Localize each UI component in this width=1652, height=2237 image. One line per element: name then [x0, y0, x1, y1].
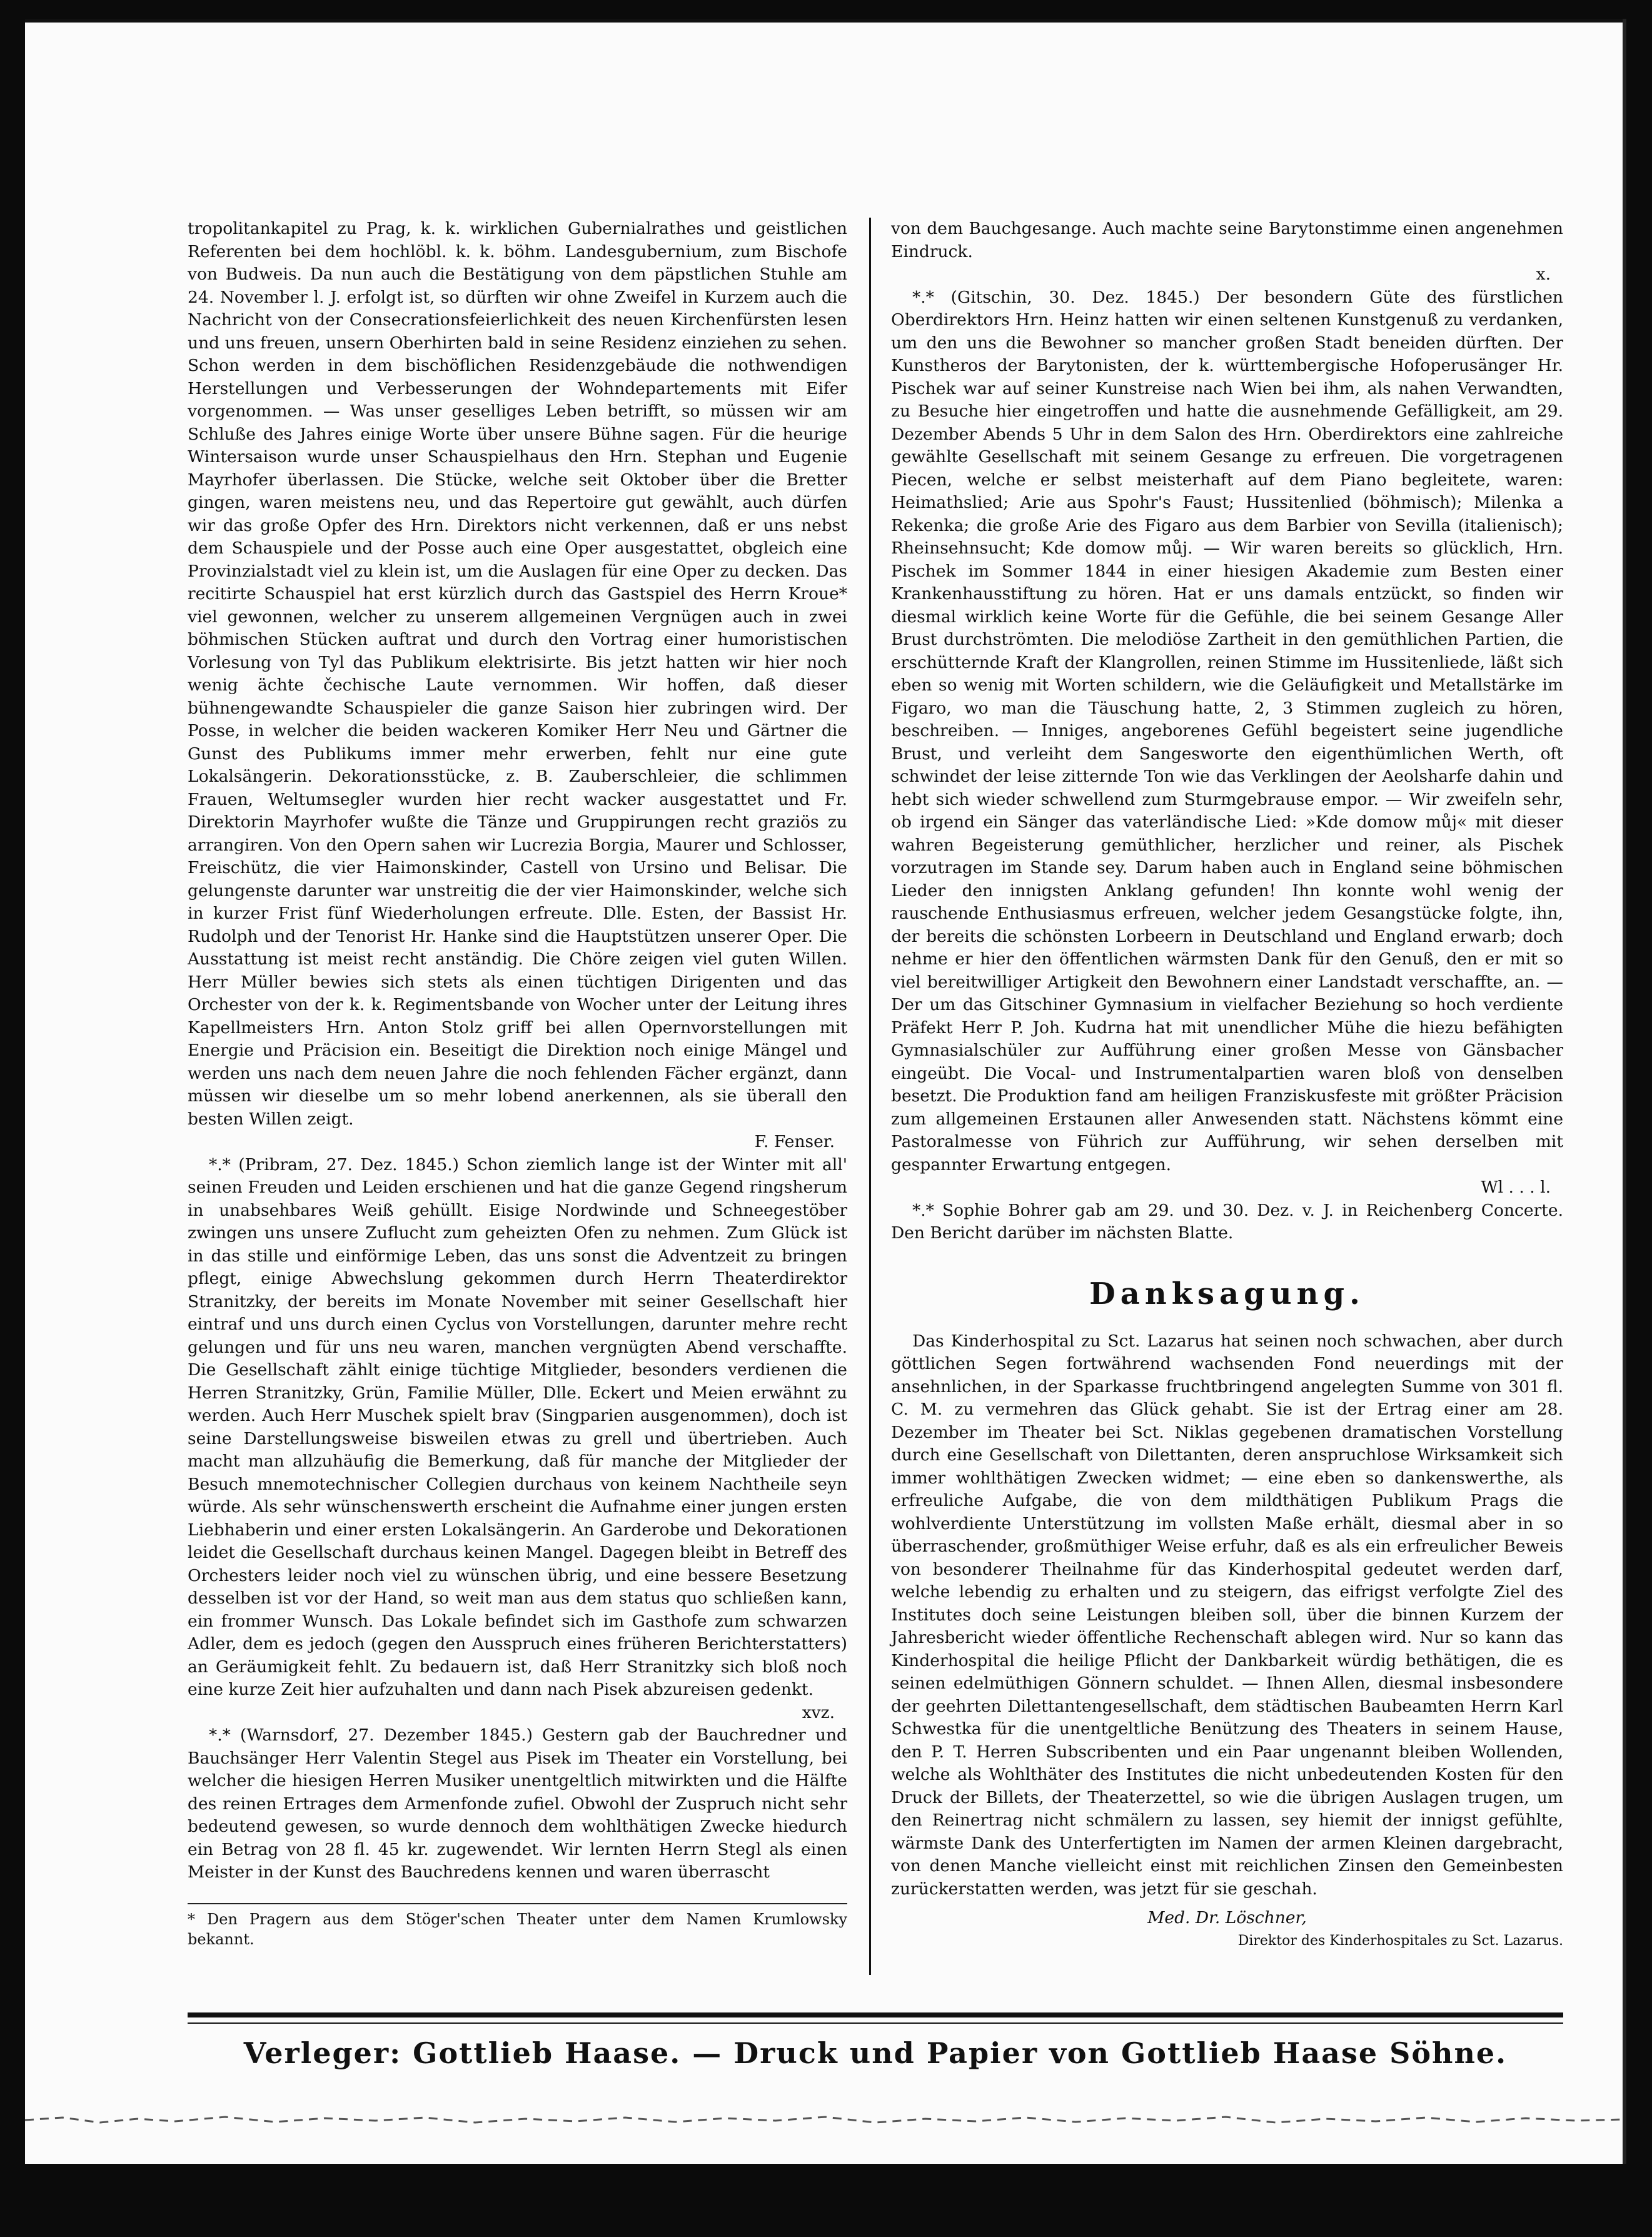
signature-wl: Wl . . . l.: [1481, 1178, 1551, 1197]
footnote: * Den Pragern aus dem Stöger'schen Theater unter dem Namen Krumlowsky bekannt.: [188, 1903, 847, 1949]
section-heading: Danksagung.: [1089, 1276, 1365, 1311]
torn-edge-line: [25, 2095, 1623, 2145]
left-column: [188, 218, 847, 1949]
newspaper-page: [25, 19, 1626, 2164]
thanks-signature-name: Med. Dr. Löschner,: [1147, 1908, 1307, 1927]
article-gitschin: *.* (Gitschin, 30. Dez. 1845.) Der besondern Güte des fürstlichen Oberdirektors Hrn. Heinz hatten wir einen seltenen Kunstgenuß zu verdanken, um den uns die Bewohner so mancher großen Stadt beneiden dürften. Der Kunstheros der Barytonisten, der k. württembergische Hofoperusänger Hr. Pischek war auf seiner Kunstreise nach Wien bei ihm, als nahen Verwandten, zu Besuche hier eingetroffen und hatte die ausnehmende Gefälligkeit, am 29. Dezember Abends 5 Uhr in dem Salon des Hrn. Oberdirektors eine zahlreiche gewählte Gesellschaft mit seinem Gesange zu erfreuen. Die vorgetragenen Piecen, welche er selbst meisterhaft auf dem Piano begleitete, waren: Heimathslied; Arie aus Spohr's Faust; Hussitenlied (böhmisch); Milenka a Rekenka; die große Arie des Figaro aus dem Barbier von Sevilla (italienisch); Rheinsehnsucht; Kde domow můj. — Wir waren bereits so glücklich, Hrn. Pischek im Sommer 1844 in einer hiesigen Akademie zum Besten einer Krankenhausstiftung zu hören. Hat er uns damals entzückt, so finden wir diesmal wirklich keine Worte für die Gefühle, die bei seinem Gesange Aller Brust durchströmten. Die melodiöse Zartheit in den gemüthlichen Partien, die erschütternde Kraft der Klangrollen, reinen Stimme im Hussitenliede, läßt sich eben so wenig mit Worten schildern, wie die Geläufigkeit und Metallstärke im Figaro, wo man die Täuschung hatte, 2, 3 Stimmen zugleich zu hören, beschreiben. — Inniges, angeborenes Gefühl begeistert seine jugendliche Brust, und verleiht dem Sangesworte den eigenthümlichen Werth, oft schwindet der leise zitternde Ton wie das Verklingen der Aeolsharfe dahin und hebt sich wieder schwellend zum Sturmgebrause empor. — Wir zweifeln sehr, ob irgend ein Sänger das vaterländische Lied: »Kde domow můj« mit dieser wahren Begeisterung gemüthlicher, herzlicher und reiner, als Pischek vorzutragen im Stande sey. Darum haben auch in England seine böhmischen Lieder den innigsten Anklang gefunden! Ihn konnte wohl wenig der rauschende Enthusiasmus erfreuen, welcher jedem Gesangstücke folgte, ihn, der bereits die schönsten Lorbeern in Deutschland und England erwarb; doch nehme er hier den öffentlichen wärmsten Dank für den Genuß, den er mit so viel bereitwilliger Artigkeit den Bewohnern einer Landstadt verschaffte, an. — Der um das Gitschiner Gymnasium in vielfacher Beziehung so hoch verdiente Präfekt Herr P. Joh. Kudrna hat mit unendlicher Mühe die hiezu befähigten Gymnasialschüler zur Aufführung einer großen Messe von Gänsbacher eingeübt. Die Vocal- und Instrumentalpartien waren bloß von denselben besetzt. Die Produktion fand am heiligen Franziskusfeste mit größter Präcision zum allgemeinen Erstaunen aller Anwesenden statt. Nächstens kömmt eine Pastoralmesse von Führich zur Aufführung, wir sehen derselben mit gespannter Erwartung entgegen.: [891, 287, 1563, 1174]
article-warnsdorf: *.* (Warnsdorf, 27. Dezember 1845.) Gestern gab der Bauchredner und Bauchsänger Herr Valentin Stegel aus Pisek im Theater ein Vorstellung, bei welcher die hiesigen Herren Musiker unentgeltlich mitwirkten und die Hälfte des reinen Ertrages dem Armenfonde zufiel. Obwohl der Zuspruch nicht sehr bedeutend gewesen, so wurde dennoch dem wohlthätigen Zwecke hiedurch ein Betrag von 28 fl. 45 kr. zugewendet. Wir lernten Herrn Stegl als einen Meister in der Kunst des Bauchredens kennen und waren überrascht: [188, 1725, 847, 1882]
publisher-imprint: Verleger: Gottlieb Haase. — Druck und Papier von Gottlieb Haase Söhne.: [243, 2036, 1508, 2070]
column-divider: [869, 218, 871, 1975]
signature-fenser: F. Fenser.: [754, 1132, 835, 1151]
article-continuation: von dem Bauchgesange. Auch machte seine Barytonstimme einen angenehmen Eindruck.: [891, 219, 1563, 261]
scan-border-top: [25, 19, 1623, 23]
signature-xvz: xvz.: [802, 1702, 835, 1722]
signature-x: x.: [1536, 265, 1551, 284]
thanks-paragraph: Das Kinderhospital zu Sct. Lazarus hat seinen noch schwachen, aber durch göttlichen Segen fortwährend wachsenden Fond neuerdings mit der ansehnlichen, in der Sparkasse fruchtbringend angelegten Summe von 301 fl. C. M. zu vermehren das Glück gehabt. Sie ist der Ertrag einer am 28. Dezember im Theater bei Sct. Niklas gegebenen dramatischen Vorstellung durch eine Gesellschaft von Dilettanten, deren anspruchlose Wirksamkeit sich immer wohlthätigen Zwecken widmet; — eine eben so dankenswerthe, als erfreuliche Aufgabe, die von dem mildthätigen Publikum Prags die wohlverdiente Unterstützung im vollsten Maße erhält, diesmal aber in so überraschender, großmüthiger Weise erfuhr, daß es als ein erfreulicher Beweis von besonderer Theilnahme für das Kinderhospital gedeutet werden darf, welche lebendig zu erhalten und zu steigern, das eifrigst verfolgte Ziel des Institutes doch seine Leistungen bleiben soll, über die binnen Kurzem der Jahresbericht wieder öffentliche Rechenschaft ablegen wird. Nur so kann das Kinderhospital die heilige Pflicht der Dankbarkeit würdig bethätigen, die es seinen edelmüthigen Gönnern schuldet. — Ihnen Allen, diesmal insbesondere der geehrten Dilettantengesellschaft, dem städtischen Baubeamten Herrn Karl Schwestka für die unentgeltliche Benützung des Theaters in seinem Hause, den P. T. Herren Subscribenten und ein Paar ungenannt bleiben Wollenden, welche als Wohlthäter des Institutes die nicht unbedeutenden Kosten für den Druck der Billets, der Theaterzettel, so wie die übrigen Auslagen trugen, um den Reinertrag nicht schmälern zu lassen, sey hiemit der innigst gefühlte, wärmste Dank des Unterfertigten im Namen der armen Kleinen dargebracht, von denen Manche vielleicht einst mit reichlichen Zinsen den Gemeinbesten zurückerstatten werden, was jetzt für sie geschah.: [891, 1331, 1563, 1899]
right-column: [891, 218, 1563, 1952]
article-bohrer: *.* Sophie Bohrer gab am 29. und 30. Dez. v. J. in Reichenberg Concerte. Den Bericht darüber im nächsten Blatte.: [891, 1200, 1563, 1243]
bottom-rule-thin: [188, 2022, 1563, 2024]
bottom-rule-thick: [188, 2012, 1563, 2017]
article-pribram: *.* (Pribram, 27. Dez. 1845.) Schon ziemlich lange ist der Winter mit all' seinen Freuden und Leiden erschienen und hat die ganze Gegend ringsherum in unabsehbares Weiß gehüllt. Eisige Nordwinde und Schneegestöber zwingen uns unsere Zuflucht zum geheizten Ofen zu nehmen. Zum Glück ist in das stille und einförmige Leben, das uns sonst die Adventzeit zu bringen pflegt, einige Abwechslung gekommen durch Herrn Theaterdirektor Stranitzky, der bereits im Monate November mit seiner Gesellschaft hier eintraf und uns durch einen Cyclus von Vorstellungen, darunter mehre recht gelungen und für uns neu waren, manchen vergnügten Abend verschaffte. Die Gesellschaft zählt einige tüchtige Mitglieder, besonders verdienen die Herren Stranitzky, Grün, Familie Müller, Dlle. Eckert und Meien erwähnt zu werden. Auch Herr Muschek spielt brav (Singparien ausgenommen), doch ist seine Darstellungsweise bisweilen etwas zu grell und übertrieben. Auch macht man allzuhäufig die Bemerkung, daß für manche der Mitglieder der Besuch mnemotechnischer Collegien durchaus von keinem Nachtheile seyn würde. Als sehr wünschenswerth erscheint die Aufnahme einer jungen ersten Liebhaberin und einer ersten Lokalsängerin. An Garderobe und Dekorationen leidet die Gesellschaft durchaus keinen Mangel. Dagegen bleibt in Betreff des Orchesters leider noch viel zu wünschen übrig, und eine bessere Besetzung desselben ist vor der Hand, so weit man aus dem status quo schließen kann, ein frommer Wunsch. Das Lokale befindet sich im Gasthofe zum schwarzen Adler, dem es jedoch (gegen den Ausspruch eines früheren Berichterstatters) an Geräumigkeit fehlt. Zu bedauern ist, daß Herr Stranitzky sich bloß noch eine kurze Zeit hier aufzuhalten und dann nach Pisek abzureisen gedenkt.: [188, 1154, 847, 1699]
article-prag: tropolitankapitel zu Prag, k. k. wirklichen Gubernialrathes und geistlichen Referenten bei dem hochlöbl. k. k. böhm. Landesgubernium, zum Bischofe von Budweis. Da nun auch die Bestätigung von dem päpstlichen Stuhle am 24. November l. J. erfolgt ist, so dürften wir ohne Zweifel in Kurzem auch die Nachricht von der Consecrationsfeierlichkeit des neuen Kirchenfürsten lesen und uns freuen, unsern Oberhirten bald in seine Residenz einziehen zu sehen. Schon werden in dem bischöflichen Residenzgebäude die nothwendigen Herstellungen und Verbesserungen der Wohndepartements mit Eifer vorgenommen. — Was unser geselliges Leben betrifft, so müssen wir am Schluße des Jahres einige Worte über unsere Bühne sagen. Für die heurige Wintersaison wurde unser Schauspielhaus den Hrn. Stephan und Eugenie Mayrhofer überlassen. Die Stücke, welche seit Oktober über die Bretter gingen, waren meistens neu, und das Repertoire gut gewählt, auch dürfen wir das große Opfer des Hrn. Direktors nicht verkennen, daß er uns nebst dem Schauspiele und der Posse auch eine Oper ausgestattet, obgleich eine Provinzialstadt viel zu klein ist, um die Auslagen für eine Oper zu decken. Das recitirte Schauspiel hat erst kürzlich durch das Gastspiel des Herrn Kroue* viel gewonnen, welcher zu unserem allgemeinen Vergnügen auch in zwei böhmischen Stücken auftrat und durch den Vortrag einer humoristischen Vorlesung von Tyl das Publikum elektrisirte. Bis jetzt hatten wir hier noch wenig ächte čechische Laute vernommen. Wir hoffen, daß dieser bühnengewandte Schauspieler die ganze Saison hier zubringen wird. Der Posse, in welcher die beiden wackeren Komiker Herr Neu und Gärtner die Gunst des Publikums immer mehr erwerben, fehlt nur eine gute Lokalsängerin. Dekorationsstücke, z. B. Zauberschleier, die schlimmen Frauen, Weltumsegler wurden hier recht wacker ausgestattet und Fr. Direktorin Mayrhofer wußte die Tänze und Gruppirungen recht graziös zu arrangiren. Von den Opern sahen wir Lucrezia Borgia, Maurer und Schlosser, Freischütz, die vier Haimonskinder, Castell von Ursino und Belisar. Die gelungenste darunter war unstreitig die der vier Haimonskinder, welche sich in kurzer Frist fünf Wiederholungen erfreute. Dlle. Esten, der Bassist Hr. Rudolph und der Tenorist Hr. Hanke sind die Hauptstützen unserer Oper. Die Ausstattung ist meist recht anständig. Die Chöre zeigen viel guten Willen. Herr Müller bewies sich stets als einen tüchtigen Dirigenten und das Orchester von der k. k. Regimentsbande von Wocher unter der Leitung ihres Kapellmeisters Hrn. Anton Stolz griff bei allen Opernvorstellungen mit Energie und Präcision ein. Beseitigt die Direktion noch einige Mängel und werden uns nach dem neuen Jahre die noch fehlenden Fächer ergänzt, dann müssen wir dieselbe um so mehr lobend anerkennen, als sie überall den besten Willen zeigt.: [188, 219, 847, 1129]
thanks-signature-title: Direktor des Kinderhospitales zu Sct. Lazarus.: [1237, 1932, 1563, 1949]
